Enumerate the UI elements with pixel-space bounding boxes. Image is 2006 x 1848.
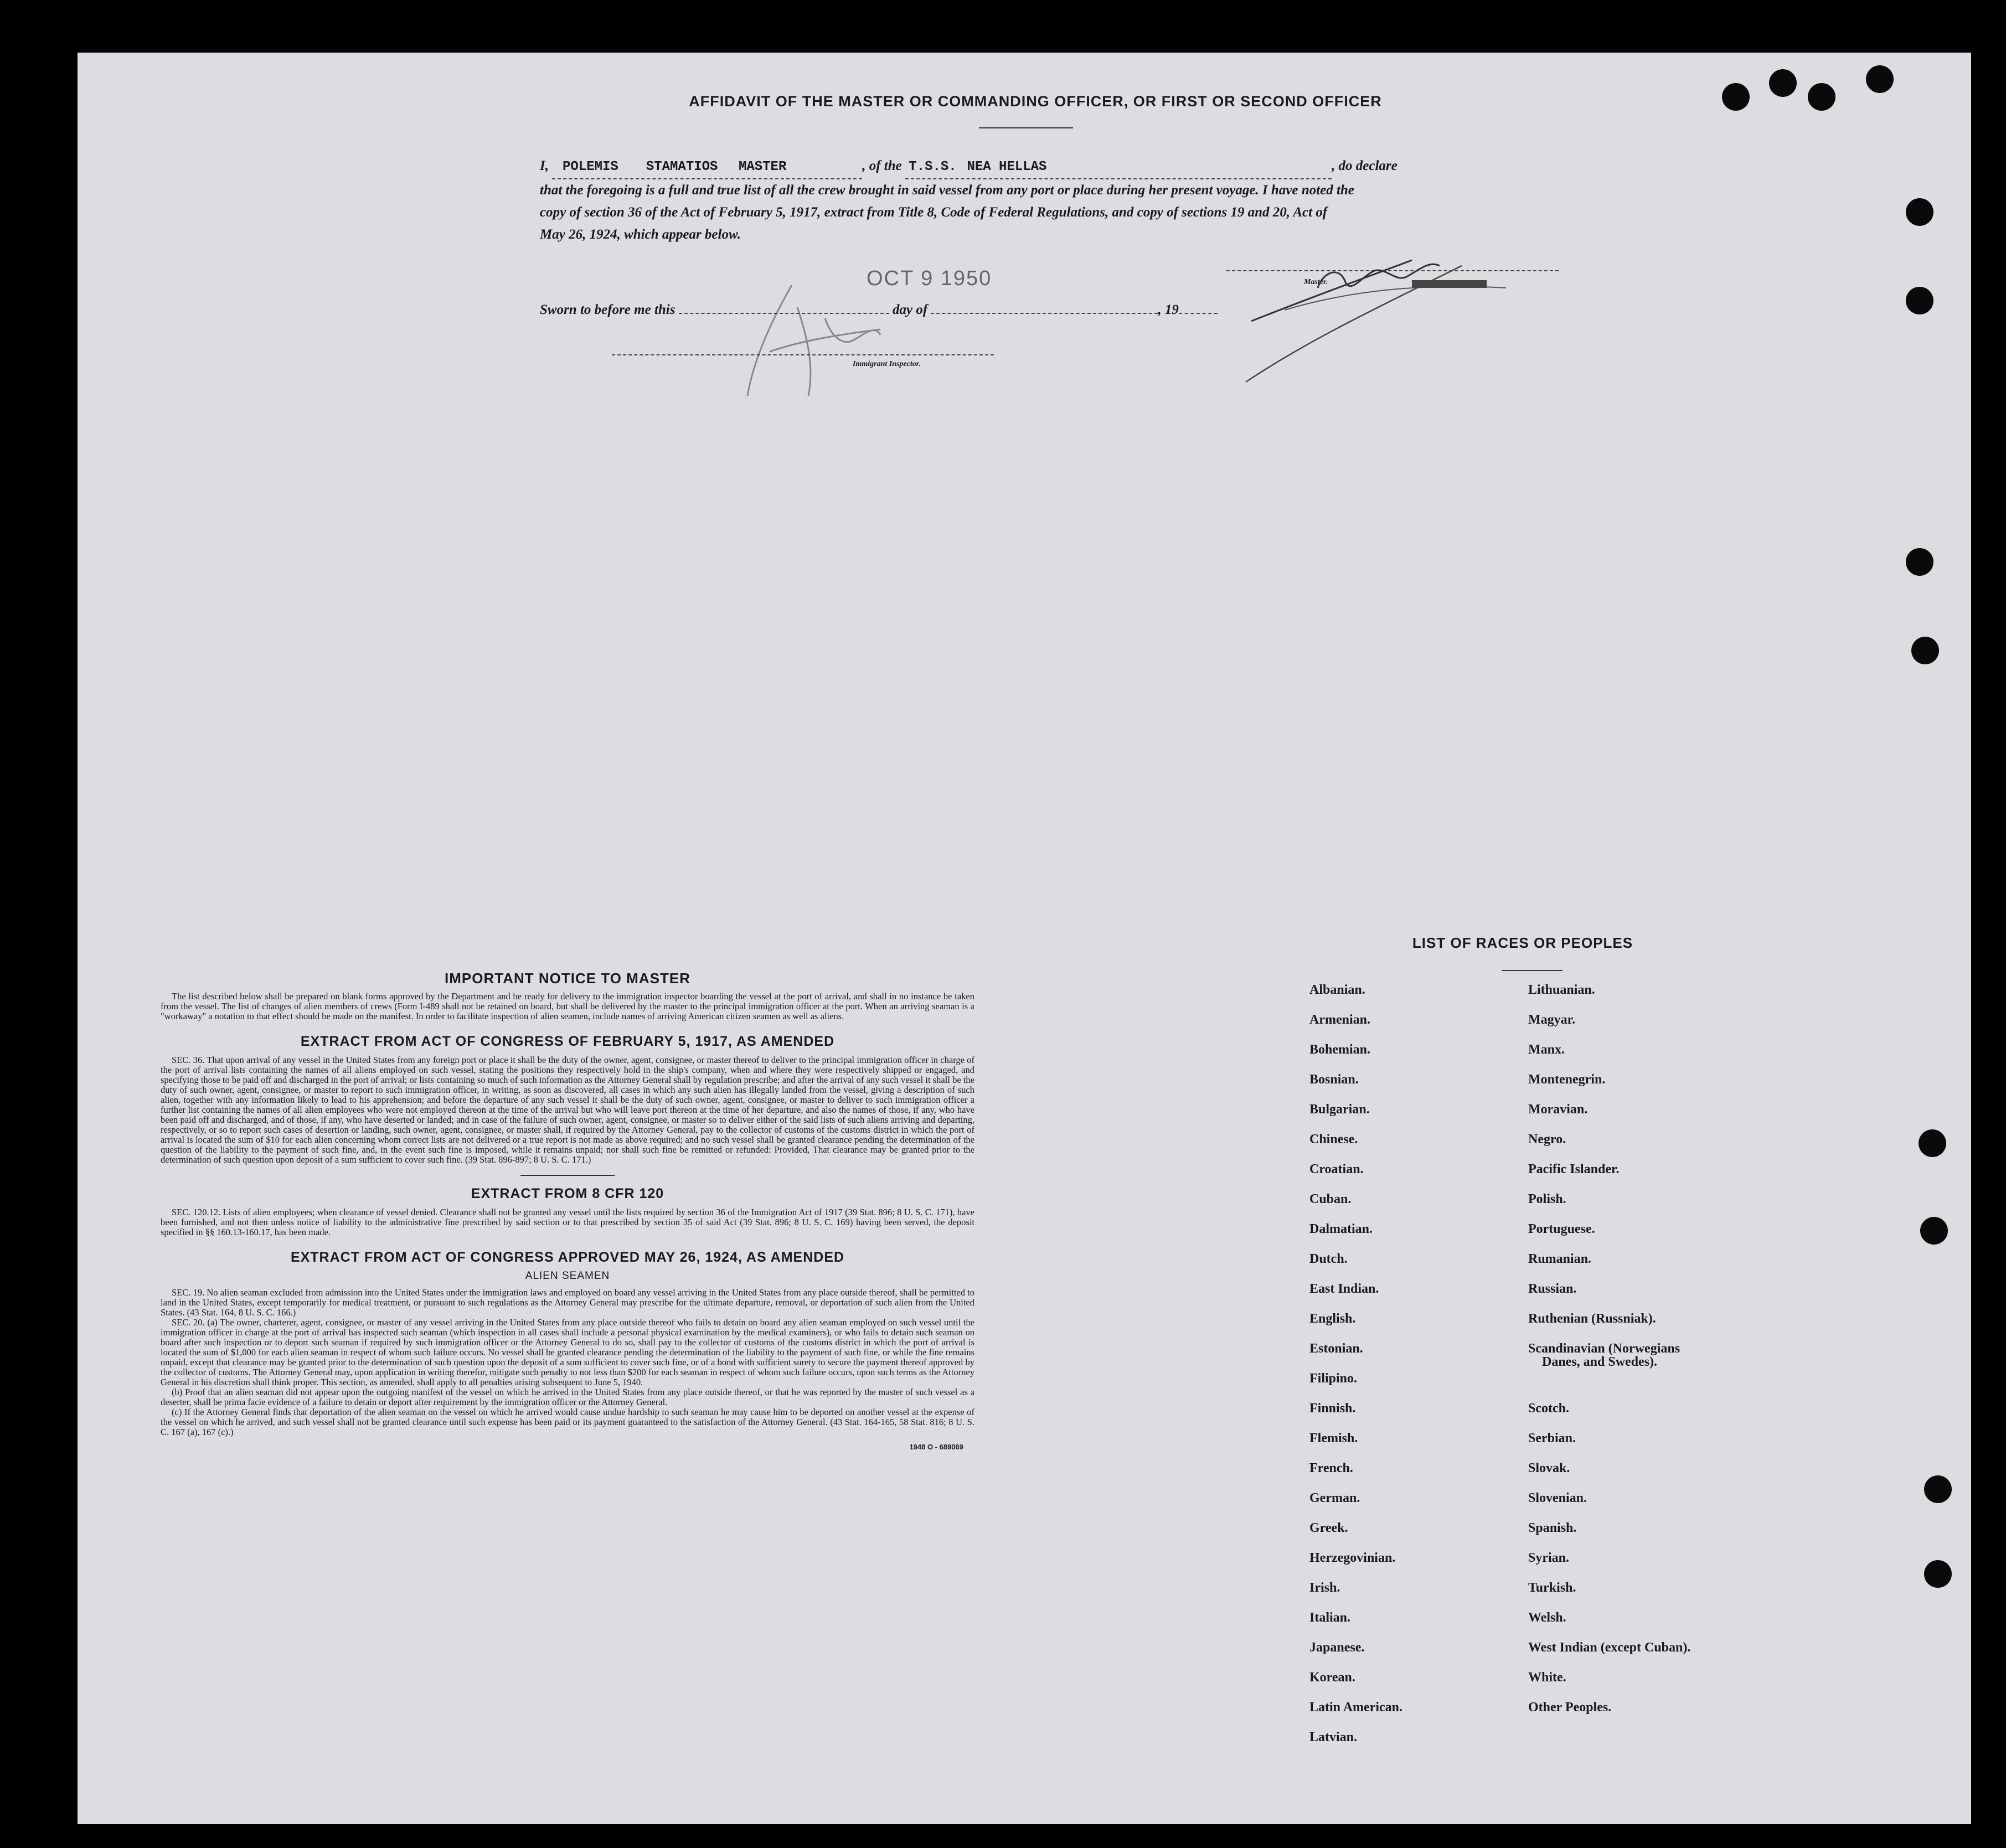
punch-hole bbox=[1924, 1475, 1952, 1503]
sec-20c-body: (c) If the Attorney General finds that deportation of the alien seaman on the vessel on which he arrived would cause undue hardship to such seaman he may cause him to be deported on another vessel at the expense of the vessel on which he arrived, and such vessel shall not be granted clearance until such expense has been paid or its payment guaranteed to the satisfaction of the Attorney General. (43 Stat. 164-165, 58 Stat. 816; 8 U. S. C. 167 (a), 167 (c).) bbox=[161, 1407, 974, 1437]
race-item: Dutch. bbox=[1309, 1252, 1348, 1266]
race-item: Latin American. bbox=[1309, 1700, 1402, 1715]
race-item: Irish. bbox=[1309, 1581, 1340, 1595]
race-item: Magyar. bbox=[1528, 1013, 1576, 1027]
affidavit-title: AFFIDAVIT OF THE MASTER OR COMMANDING OFFICER, OR FIRST OR SECOND OFFICER bbox=[689, 93, 1382, 110]
race-item: Rumanian. bbox=[1528, 1252, 1592, 1266]
race-item: Montenegrin. bbox=[1528, 1072, 1606, 1087]
race-item: Cuban. bbox=[1309, 1192, 1352, 1206]
print-code: 1948 O - 689069 bbox=[909, 1443, 963, 1451]
race-item: French. bbox=[1309, 1461, 1353, 1475]
punch-hole bbox=[1920, 1217, 1948, 1245]
race-item: Herzegovinian. bbox=[1309, 1551, 1396, 1565]
punch-hole bbox=[1919, 1129, 1946, 1157]
race-item: Polish. bbox=[1528, 1192, 1566, 1206]
vessel-field bbox=[905, 155, 1332, 179]
notice-title: IMPORTANT NOTICE TO MASTER bbox=[445, 970, 690, 987]
declaration-line-1 bbox=[540, 155, 1561, 179]
race-item: Filipino. bbox=[1309, 1371, 1358, 1386]
master-name-field bbox=[552, 155, 862, 179]
race-item: Other Peoples. bbox=[1528, 1700, 1612, 1715]
race-item: Greek. bbox=[1309, 1521, 1348, 1535]
declaration-line-4: May 26, 1924, which appear below. bbox=[540, 227, 741, 242]
sworn-line bbox=[540, 299, 1304, 321]
race-item: Turkish. bbox=[1528, 1581, 1576, 1595]
race-item: Serbian. bbox=[1528, 1431, 1576, 1446]
punch-hole bbox=[1924, 1560, 1952, 1588]
sworn-month-field bbox=[931, 313, 1158, 314]
race-item: Danes, and Swedes). bbox=[1542, 1355, 1658, 1369]
sworn-label: Sworn to before me this bbox=[540, 302, 675, 317]
inspector-signature-line bbox=[612, 354, 994, 355]
extract-divider bbox=[520, 1175, 615, 1176]
race-item: Portuguese. bbox=[1528, 1222, 1595, 1236]
punch-hole bbox=[1808, 83, 1835, 111]
punch-hole bbox=[1866, 65, 1894, 93]
race-item: Bulgarian. bbox=[1309, 1102, 1370, 1117]
race-item: Ruthenian (Russniak). bbox=[1528, 1312, 1656, 1326]
inspector-label: Immigrant Inspector. bbox=[853, 360, 921, 368]
notice-body: The list described below shall be prepared on blank forms approved by the Department and be ready for delivery to the immigration inspector boarding the vessel at the port of arrival, and shall in no instance be taken from the vessel. The list of changes of alien members of crews (Form I-489 shall not be retained on board, but shall be delivered by the master to the principal immigration officer at the port. When an arriving seaman is a "workaway" a notation to that effect should be made on the manifest. In order to facilitate inspection of alien seamen, include names of arriving American citizen seamen as well as aliens. bbox=[161, 991, 974, 1021]
race-item: Italian. bbox=[1309, 1610, 1351, 1625]
sworn-day-field bbox=[679, 313, 889, 314]
declaration-line-3: copy of section 36 of the Act of February 5, 1917, extract from Title 8, Code of Federal Regulations, and copy of sections 19 and 20, Act of bbox=[540, 205, 1328, 220]
extract-1924-title: EXTRACT FROM ACT OF CONGRESS APPROVED MAY 26, 1924, AS AMENDED bbox=[290, 1250, 845, 1265]
races-title-rule bbox=[1502, 970, 1562, 971]
race-item: Dalmatian. bbox=[1309, 1222, 1373, 1236]
race-item: Slovak. bbox=[1528, 1461, 1570, 1475]
master-last-name: STAMATIOS bbox=[646, 159, 718, 174]
race-item: Manx. bbox=[1528, 1042, 1565, 1057]
race-item: Bosnian. bbox=[1309, 1072, 1359, 1087]
of-the-label: , of the bbox=[862, 158, 902, 173]
race-item: Pacific Islander. bbox=[1528, 1162, 1620, 1176]
race-item: Japanese. bbox=[1309, 1640, 1365, 1655]
i-label: I, bbox=[540, 158, 549, 173]
declaration-line-2: that the foregoing is a full and true list of all the crew brought in said vessel from any port or place during her present voyage. I have noted the bbox=[540, 183, 1354, 198]
race-item: West Indian (except Cuban). bbox=[1528, 1640, 1691, 1655]
sec-19-body: SEC. 19. No alien seaman excluded from admission into the United States under the immigration laws and employed on board any vessel arriving in the United States from any place outside thereof, shall be permitted to land in the United States, except temporarily for medical treatment, or pursuant to such regulations as the Attorney General may prescribe for the ultimate departure, removal, or deportation of such alien from the United States. (43 Stat. 164, 8 U. S. C. 166.) bbox=[161, 1287, 974, 1318]
punch-hole bbox=[1911, 637, 1939, 664]
legal-notices bbox=[161, 970, 974, 1451]
race-item: Flemish. bbox=[1309, 1431, 1358, 1446]
extract-1917-title: EXTRACT FROM ACT OF CONGRESS OF FEBRUARY 5, 1917, AS AMENDED bbox=[300, 1034, 835, 1049]
day-of-label: day of bbox=[892, 302, 928, 317]
race-item: Scandinavian (Norwegians bbox=[1528, 1341, 1680, 1356]
race-item: Chinese. bbox=[1309, 1132, 1358, 1147]
punch-hole bbox=[1769, 69, 1797, 97]
race-item: Welsh. bbox=[1528, 1610, 1566, 1625]
race-item: Slovenian. bbox=[1528, 1491, 1587, 1505]
race-item: Bohemian. bbox=[1309, 1042, 1371, 1057]
race-item: Korean. bbox=[1309, 1670, 1355, 1685]
punch-hole bbox=[1906, 287, 1933, 314]
date-stamp: OCT 9 1950 bbox=[867, 267, 992, 290]
race-item: Moravian. bbox=[1528, 1102, 1588, 1117]
race-item: Russian. bbox=[1528, 1282, 1577, 1296]
race-item: Estonian. bbox=[1309, 1341, 1363, 1356]
race-item: Albanian. bbox=[1309, 983, 1365, 997]
sec-20b-body: (b) Proof that an alien seaman did not appear upon the outgoing manifest of the vessel on which he arrived in the United States from any place outside thereof, or that he was reported by the master of such vessel as a deserter, shall be prima facie evidence of a failure to detain or deport after requirement by the immigration officer or the Attorney General. bbox=[161, 1387, 974, 1407]
race-item: East Indian. bbox=[1309, 1282, 1379, 1296]
race-item: Negro. bbox=[1528, 1132, 1566, 1147]
vessel-name: NEA HELLAS bbox=[967, 159, 1047, 174]
master-label: Master. bbox=[1304, 278, 1328, 286]
master-rank: MASTER bbox=[738, 159, 787, 174]
race-item: English. bbox=[1309, 1312, 1356, 1326]
master-first-name: POLEMIS bbox=[562, 159, 618, 174]
alien-seamen-subtitle: ALIEN SEAMEN bbox=[525, 1270, 610, 1282]
race-item: Spanish. bbox=[1528, 1521, 1577, 1535]
race-item: German. bbox=[1309, 1491, 1360, 1505]
year-prefix: , 19 bbox=[1158, 302, 1179, 317]
punch-hole bbox=[1906, 548, 1933, 576]
punch-hole bbox=[1906, 198, 1933, 226]
race-item: White. bbox=[1528, 1670, 1566, 1685]
race-item: Armenian. bbox=[1309, 1013, 1370, 1027]
sec-20a-body: SEC. 20. (a) The owner, charterer, agent, consignee, or master of any vessel arriving in the United States from any place outside thereof who fails to detain on board any alien seaman employed on such vessel until the immigration officer in charge at the port of arrival has inspected such seaman (which inspection in all cases shall include a personal physical examination by the medical examiners), or who fails to detain such seaman on board after such inspection or to deport such seaman if required by such immigration officer or the Attorney General to do so, shall pay to the collector of customs of the customs district in which the port of arrival is located the sum of $1,000 for each alien seaman in respect of whom such failure occurs. No vessel shall be granted clearance pending the determination of the liability to the payment of such fine, or while the fine remains unpaid, except that clearance may be granted prior to the determination of such question upon the deposit of a sum sufficient to cover such fine, or of a bond with sufficient surety to secure the payment thereof approved by the collector of customs. The Attorney General may, upon application in writing therefor, mitigate such penalty to not less than $200 for each seaman in respect of whom such failure occurs, upon such terms as the Attorney General in his discretion shall think proper. This section, as amended, shall apply to all penalties arising subsequent to June 5, 1940. bbox=[161, 1317, 974, 1387]
race-item: Lithuanian. bbox=[1528, 983, 1595, 997]
race-item: Croatian. bbox=[1309, 1162, 1364, 1176]
race-item: Finnish. bbox=[1309, 1401, 1356, 1416]
sworn-year-field bbox=[1179, 313, 1218, 314]
inspector-signature bbox=[714, 274, 958, 418]
title-rule bbox=[979, 127, 1073, 128]
race-item: Syrian. bbox=[1528, 1551, 1570, 1565]
extract-1917-body: SEC. 36. That upon arrival of any vessel in the United States from any foreign port or place it shall be the duty of the owner, agent, consignee, or master thereof to deliver to the principal immigration officer in charge of the port of arrival lists containing the names of all aliens employed on such vessel, stating the positions they respectively hold in the ship's company, when and where they were respectively shipped or engaged, and specifying those to be paid off and discharged in the port of arrival; or lists containing so much of such information as the Attorney General shall by regulation prescribe; and after the arrival of any such vessel it shall be the duty of such owner, agent, consignee, or master to report to such immigration officer, in writing, as soon as discovered, all cases in which any such alien has illegally landed from the vessel, giving a description of such alien, together with any information likely to lead to his apprehension; and before the departure of any such vessel it shall be the duty of such owner, agent, consignee, or master to deliver to such immigration officer a further list containing the names of all alien employees who were not employed thereon at the time of the arrival but who will leave port thereon at the time of her departure, and also the names of those, if any, who have been paid off and discharged, and of those, if any, who have deserted or landed; and in case of the failure of such owner, agent, consignee, or master so to deliver either of the said lists of such aliens arriving and departing, respectively, or so to report such cases of desertion or landing, such owner, agent, consignee, or master shall, if required by the Attorney General, pay to the collector of customs of the customs district in which the port of arrival is located the sum of $10 for each alien concerning whom correct lists are not delivered or a true report is not made as above required; and no such vessel shall be granted clearance pending the determination of the question of the liability to the payment of such fine, and, in the event such fine is imposed, while it remains unpaid; nor shall such fine be remitted or refunded: Provided, That clearance may be granted prior to the determination of such question upon deposit of a sum sufficient to cover such fine. (39 Stat. 896-897; 8 U. S. C. 171.) bbox=[161, 1055, 974, 1165]
extract-cfr-title: EXTRACT FROM 8 CFR 120 bbox=[471, 1186, 664, 1201]
races-title: LIST OF RACES OR PEOPLES bbox=[1412, 935, 1633, 951]
race-item: Latvian. bbox=[1309, 1730, 1358, 1744]
punch-hole bbox=[1722, 83, 1750, 111]
vessel-prefix: T.S.S. bbox=[909, 159, 957, 174]
extract-cfr-body: SEC. 120.12. Lists of alien employees; when clearance of vessel denied. Clearance shall not be granted any vessel until the lists required by section 36 of the Immigration Act of 1917 (39 Stat. 896; 8 U. S. C. 171), have been furnished, and not then unless notice of liability to the administrative fine prescribed by said section or to that prescribed by section 35 of said Act (39 Stat. 896; 8 U. S. C. 169) having been served, the deposit specified in §§ 160.13-160.17, has been made. bbox=[161, 1207, 974, 1237]
race-item: Scotch. bbox=[1528, 1401, 1569, 1416]
do-declare-label: , do declare bbox=[1332, 158, 1398, 173]
